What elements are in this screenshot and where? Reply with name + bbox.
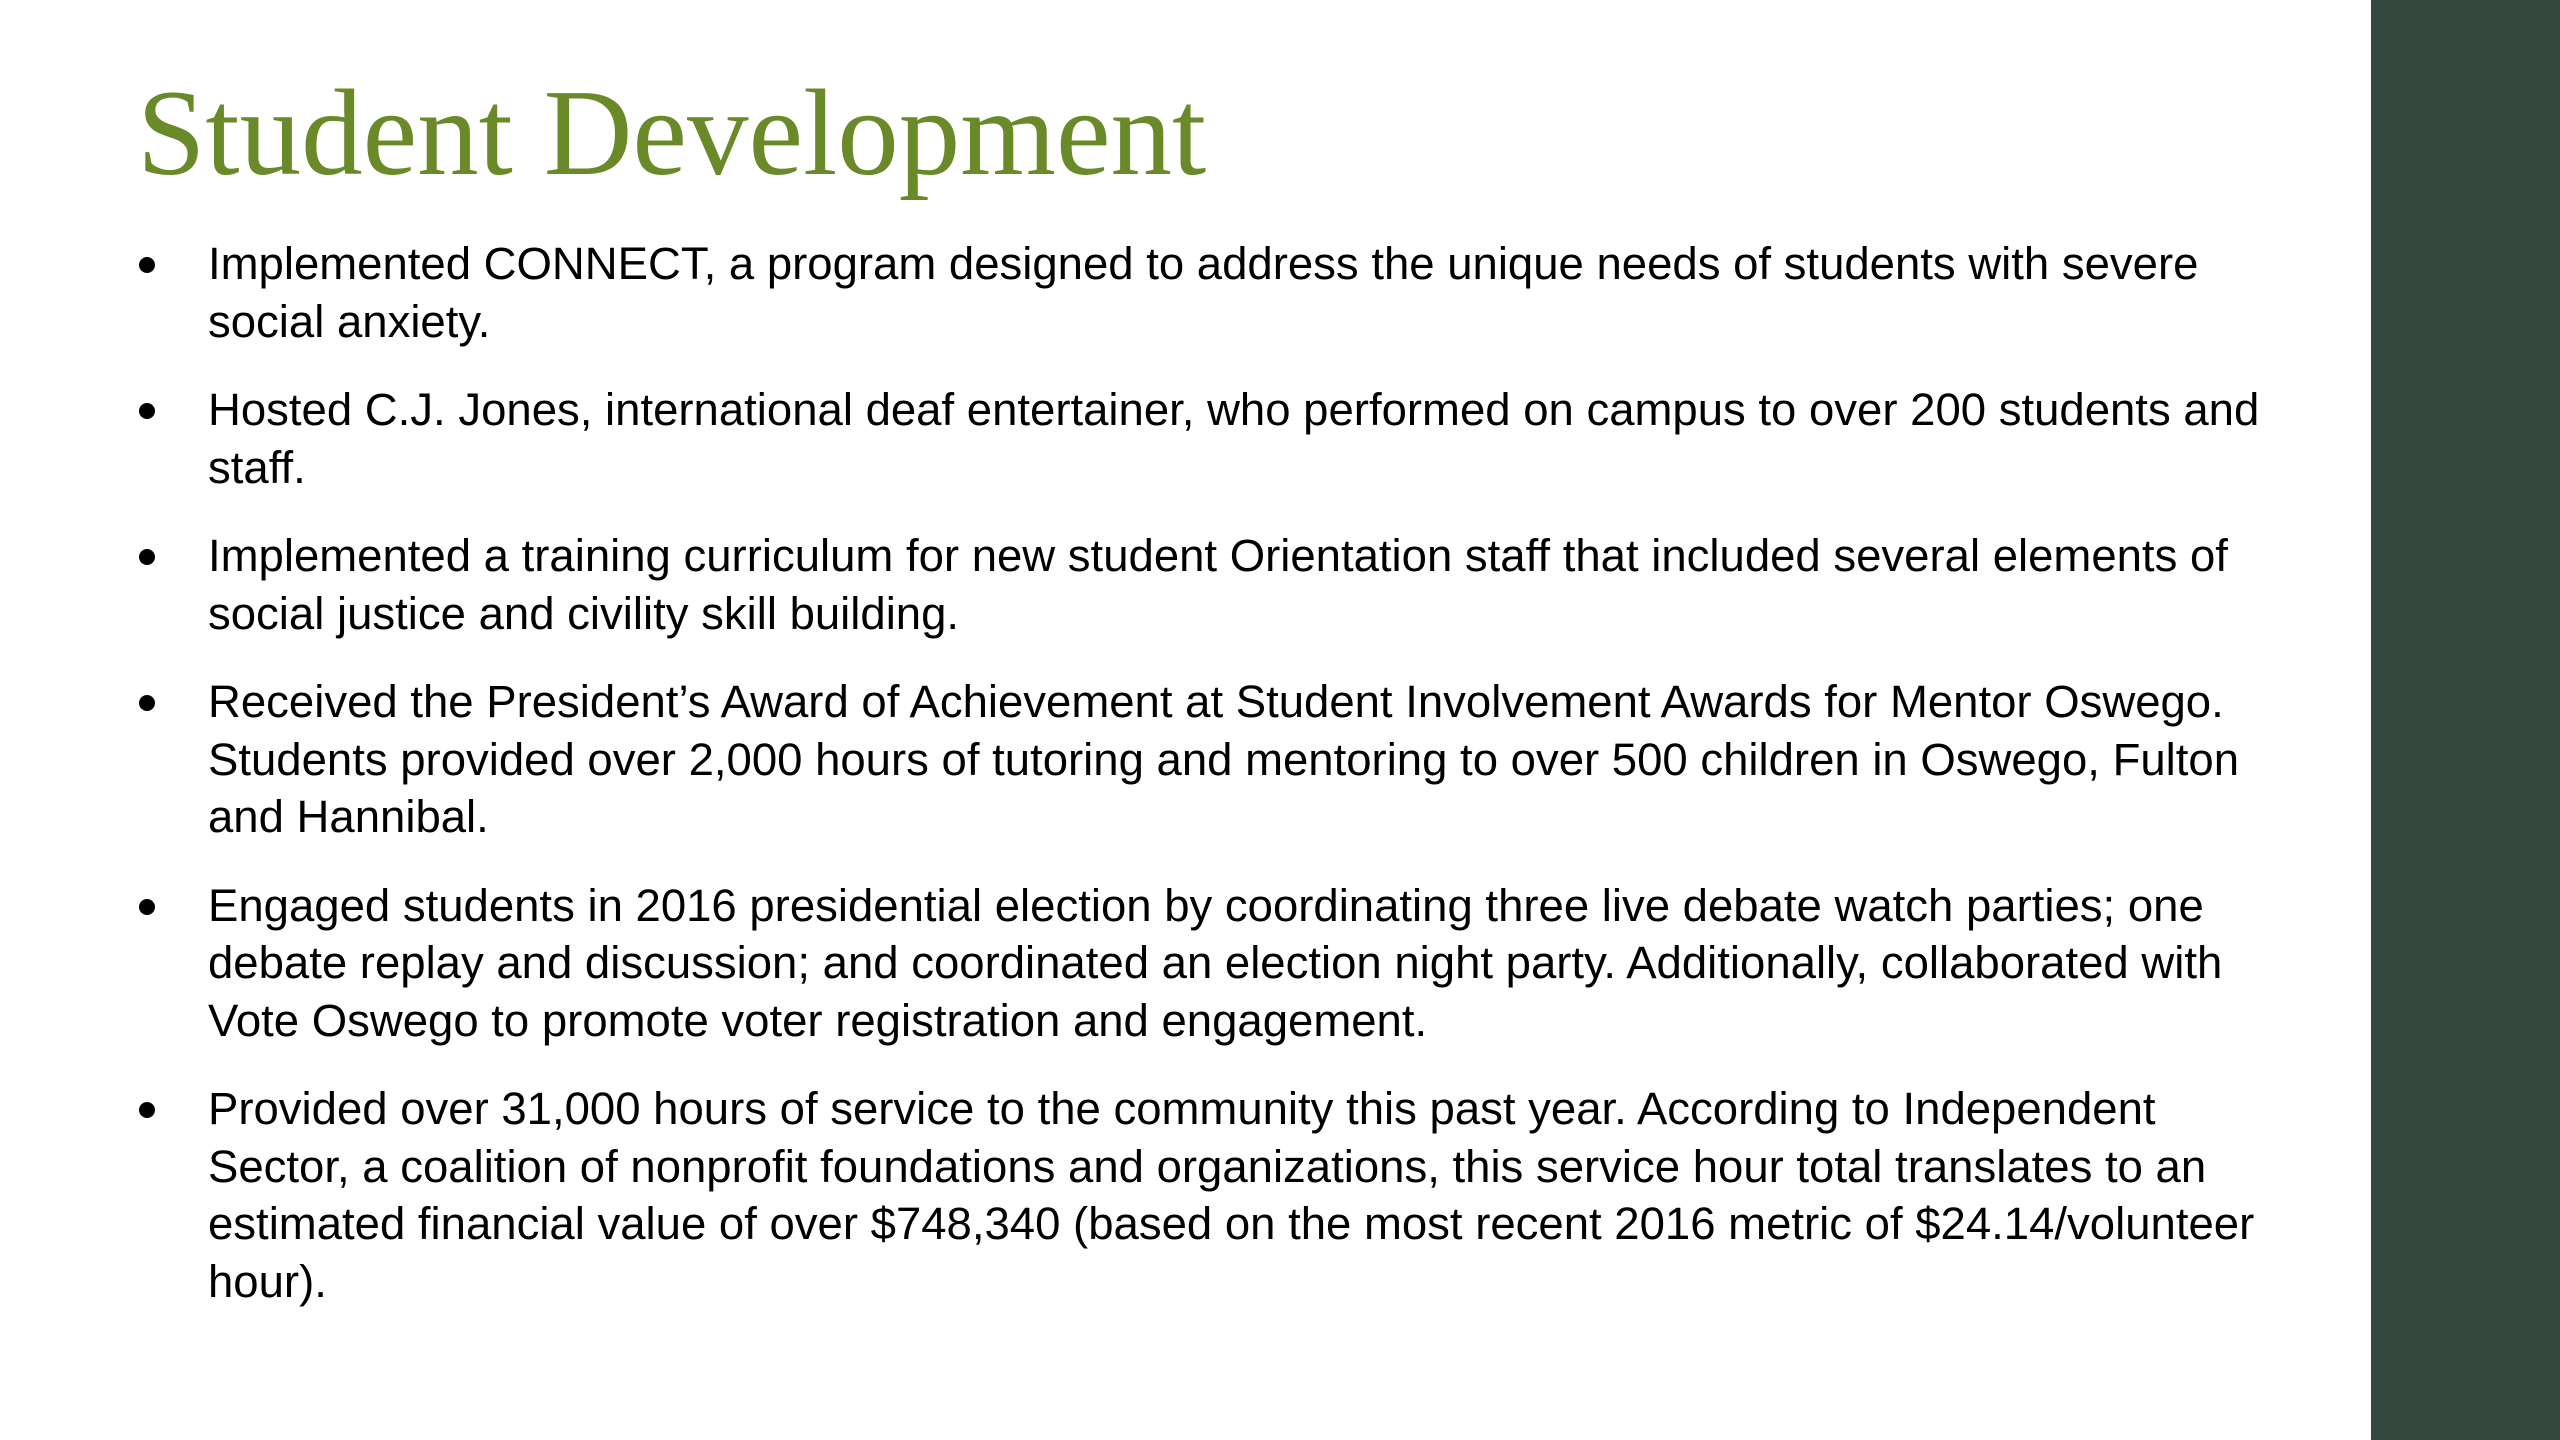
bullet-text: Received the President’s Award of Achievement at Student Involvement Awards for Mentor Oswego. Students provided over 2,000 hours of tutoring and mentoring to over 500 children in Oswego, Fulton and Hannibal. [208,676,2240,842]
bullet-text: Implemented CONNECT, a program designed to address the unique needs of students with severe social anxiety. [208,238,2199,347]
bullet-dot-icon [139,257,155,273]
bullet-dot-icon [139,1102,155,1118]
bullet-item [130,381,2280,496]
bullet-item [130,527,2280,642]
bullet-text: Engaged students in 2016 presidential election by coordinating three live debate watch parties; one debate replay and discussion; and coordinated an election night party. Additionally, collaborated with Vote Oswego to promote voter registration and engagement. [208,879,2223,1046]
side-bar [2371,0,2560,1440]
bullet-dot-icon [139,549,155,565]
bullet-text: Hosted C.J. Jones, international deaf entertainer, who performed on campus to over 200 students and staff. [208,384,2260,493]
bullet-text: Implemented a training curriculum for new student Orientation staff that included several elements of social justice and civility skill building. [208,530,2228,639]
bullet-item [130,1080,2280,1310]
bullet-dot-icon [139,899,155,915]
bullet-text: Provided over 31,000 hours of service to the community this past year. According to Independent Sector, a coalition of nonprofit foundations and organizations, this service hour total translates to an estimated financial value of over $748,340 (based on the most recent 2016 metric of $24.14/volunteer hour). [208,1083,2255,1307]
bullet-item [130,877,2280,1050]
bullet-item [130,235,2280,350]
bullet-dot-icon [139,695,155,711]
slide-title: Student Development [137,64,1207,201]
bullet-list [130,235,2280,1341]
bullet-item [130,673,2280,846]
bullet-dot-icon [139,403,155,419]
